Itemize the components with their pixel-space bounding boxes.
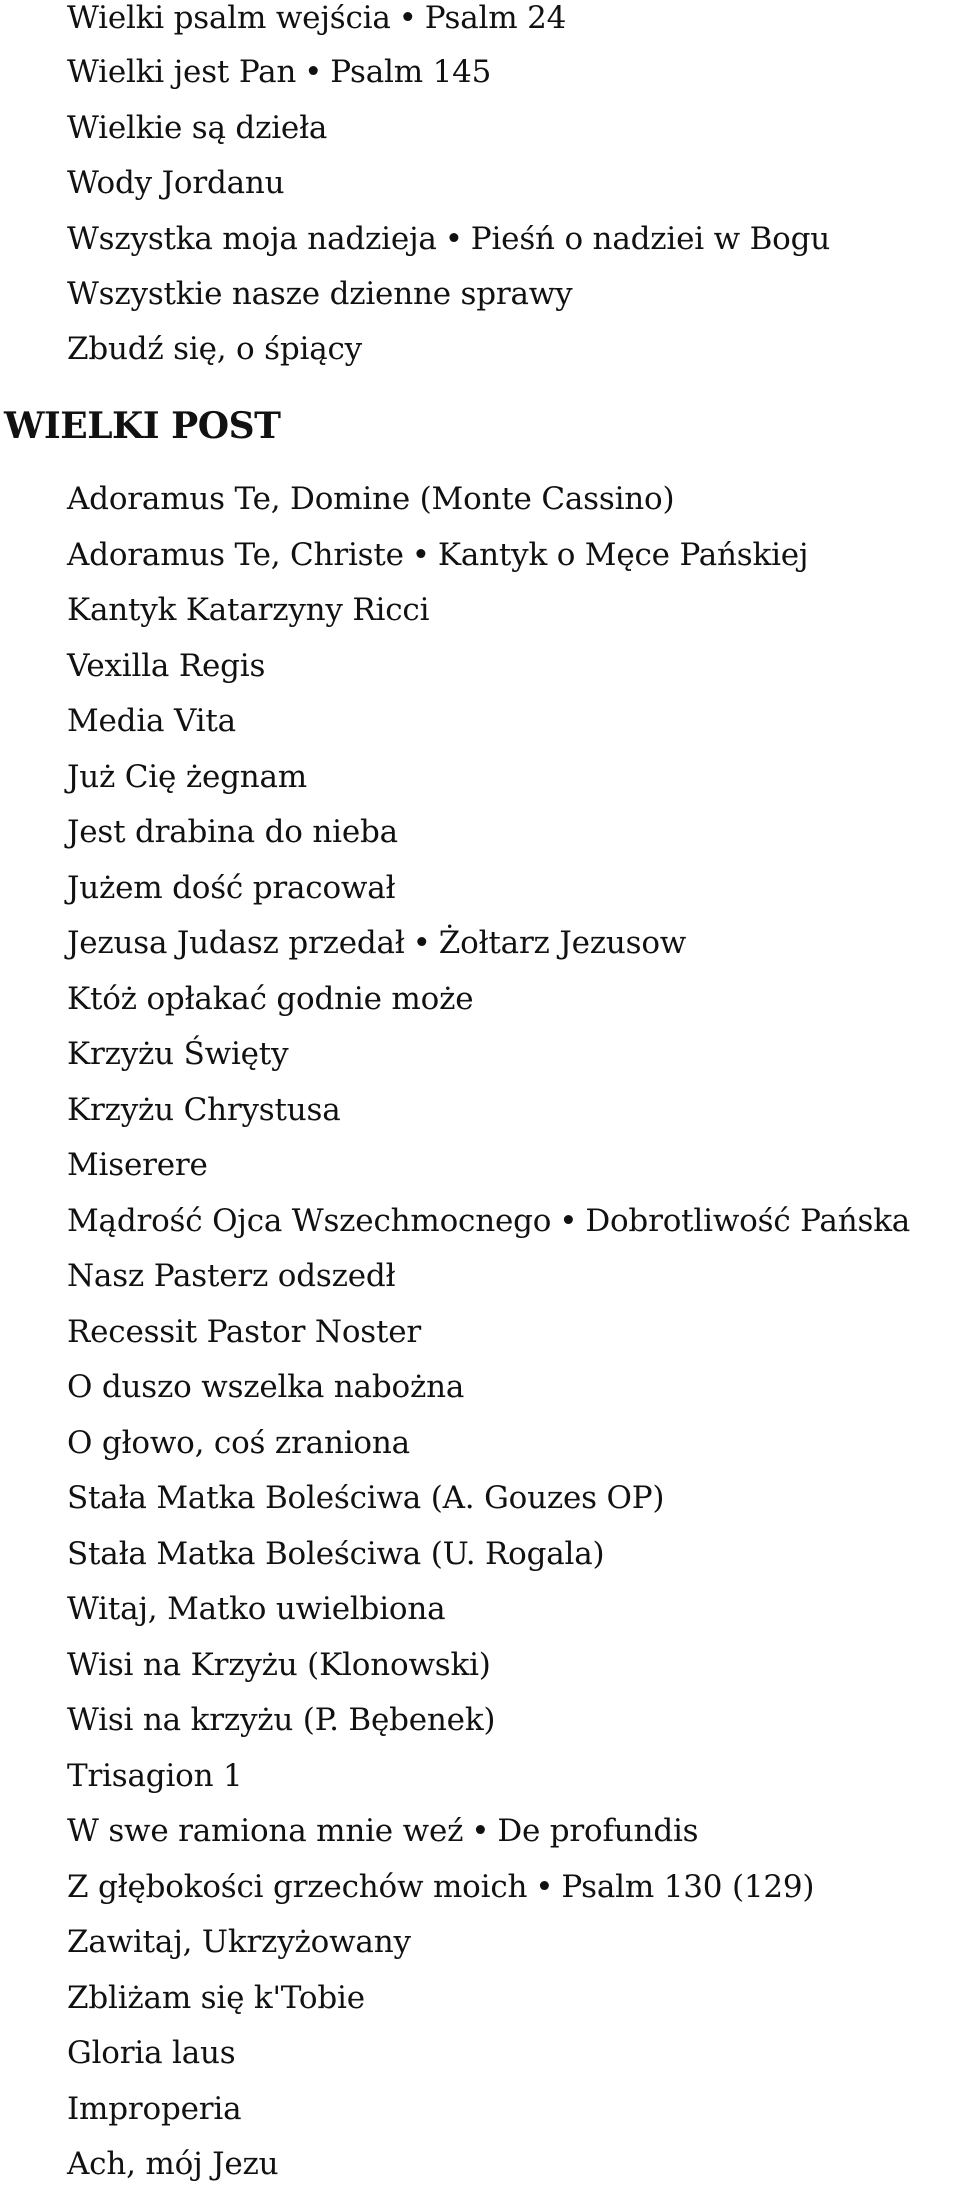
list-item: O głowo, coś zraniona	[67, 1425, 410, 1461]
bullet-separator: •	[471, 1813, 490, 1849]
song-alt-title: Kantyk o Męce Pańskiej	[437, 537, 809, 573]
list-item: Improperia	[67, 2091, 242, 2127]
list-item: Witaj, Matko uwielbiona	[67, 1591, 446, 1627]
bullet-separator: •	[411, 537, 430, 573]
song-alt-title: Psalm 145	[330, 54, 492, 90]
section-heading: WIELKI POST	[4, 405, 281, 447]
list-item: Wielkie są dzieła	[67, 110, 328, 146]
list-item	[67, 529, 808, 581]
song-alt-title: Dobrotliwość Pańska	[585, 1203, 911, 1239]
list-item: Jużem dość pracował	[67, 870, 396, 906]
list-item	[67, 0, 566, 44]
list-item: Ach, mój Jezu	[67, 2146, 279, 2182]
song-alt-title: Psalm 24	[424, 0, 567, 36]
song-title: Wielki jest Pan	[67, 54, 297, 90]
song-alt-title: Pieśń o nadziei w Bogu	[470, 221, 831, 257]
bullet-separator: •	[412, 925, 431, 961]
song-alt-title: Psalm 130 (129)	[561, 1869, 815, 1905]
list-item: Stała Matka Boleściwa (U. Rogala)	[67, 1536, 605, 1572]
list-item	[67, 46, 491, 98]
list-item: Adoramus Te, Domine (Monte Cassino)	[67, 481, 675, 517]
list-item: Zbudź się, o śpiący	[67, 331, 362, 367]
bullet-separator: •	[559, 1203, 578, 1239]
list-item: Wody Jordanu	[67, 165, 285, 201]
list-item: Już Cię żegnam	[67, 759, 307, 795]
list-item	[67, 1861, 814, 1913]
list-item: Zbliżam się k'Tobie	[67, 1980, 365, 2016]
list-item: Trisagion 1	[67, 1758, 243, 1794]
list-item: Nasz Pasterz odszedł	[67, 1258, 396, 1294]
song-title: W swe ramiona mnie weź	[67, 1813, 464, 1849]
list-item: Wszystkie nasze dzienne sprawy	[67, 276, 573, 312]
list-item: Jest drabina do nieba	[67, 814, 398, 850]
list-item: Kantyk Katarzyny Ricci	[67, 592, 430, 628]
list-item: Wisi na Krzyżu (Klonowski)	[67, 1647, 491, 1683]
list-item: Krzyżu Święty	[67, 1036, 289, 1072]
list-item: Miserere	[67, 1147, 208, 1183]
list-item: Media Vita	[67, 703, 236, 739]
list-item: Stała Matka Boleściwa (A. Gouzes OP)	[67, 1480, 665, 1516]
list-item: Gloria laus	[67, 2035, 236, 2071]
song-title: Adoramus Te, Christe	[67, 537, 404, 573]
list-item: Któż opłakać godnie może	[67, 981, 474, 1017]
bullet-separator: •	[304, 54, 323, 90]
song-title: Jezusa Judasz przedał	[67, 925, 405, 961]
list-item: O duszo wszelka nabożna	[67, 1369, 465, 1405]
song-title: Wszystka moja nadzieja	[67, 221, 437, 257]
list-item: Vexilla Regis	[67, 648, 266, 684]
list-item	[67, 1195, 910, 1247]
list-item	[67, 1805, 698, 1857]
list-item	[67, 213, 830, 265]
bullet-separator: •	[535, 1869, 554, 1905]
list-item: Recessit Pastor Noster	[67, 1314, 422, 1350]
song-alt-title: Żołtarz Jezusow	[438, 925, 687, 961]
song-title: Z głębokości grzechów moich	[67, 1869, 528, 1905]
song-alt-title: De profundis	[497, 1813, 699, 1849]
song-title: Wielki psalm wejścia	[67, 0, 391, 36]
song-title: Mądrość Ojca Wszechmocnego	[67, 1203, 552, 1239]
list-item: Wisi na krzyżu (P. Bębenek)	[67, 1702, 496, 1738]
list-item: Zawitaj, Ukrzyżowany	[67, 1924, 411, 1960]
bullet-separator: •	[398, 0, 417, 36]
list-item: Krzyżu Chrystusa	[67, 1092, 341, 1128]
bullet-separator: •	[444, 221, 463, 257]
list-item	[67, 917, 686, 969]
